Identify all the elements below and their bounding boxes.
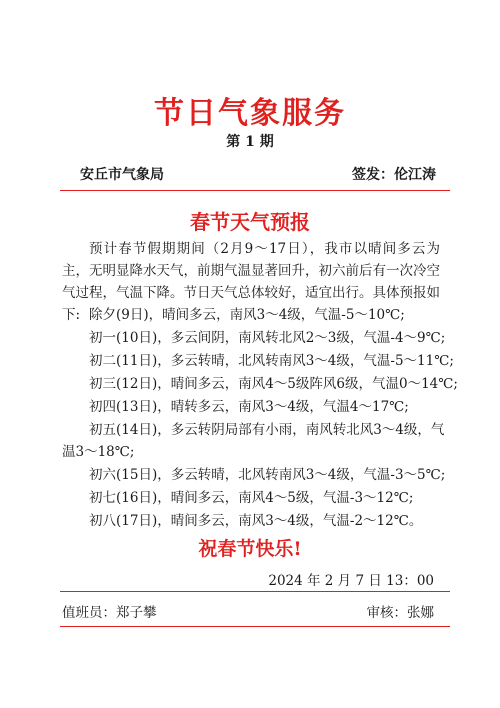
forecast-day-chuba: 初八(17日)，晴间多云，南风3～4级，气温-2～12℃。	[89, 513, 423, 529]
forecast-day-chuwu-cont: 温3～18℃;	[62, 444, 135, 460]
forecast-heading: 春节天气预报	[190, 210, 310, 234]
bulletin-title: 节日气象服务	[154, 96, 346, 131]
forecast-day-chuer: 初二(11日)，多云转晴，北风转南风3～4级，气温-5～11℃;	[89, 353, 454, 369]
issue-timestamp: 2024 年 2 月 7 日 13：00	[268, 573, 434, 589]
header-divider	[60, 190, 450, 191]
forecast-day-chusi: 初四(13日)，晴转多云，南风3～4级，气温4～17℃;	[89, 399, 409, 415]
signer: 签发：伦江涛	[352, 167, 436, 183]
forecast-day-chuyi: 初一(10日)，多云间阴，南风转北风2～3级，气温-4～9℃;	[89, 330, 446, 346]
forecast-day-chusan: 初三(12日)，晴间多云，南风4～5级阵风6级，气温0～14℃;	[89, 376, 458, 392]
forecast-day-chuwu: 初五(14日)，多云转阴局部有小雨，南风转北风3～4级，气	[89, 422, 445, 438]
forecast-day-chuxi: 除夕(9日)，晴间多云，南风3～4级，气温-5～10℃;	[89, 307, 405, 323]
footer-divider-bottom	[60, 626, 450, 627]
duty-officer: 值班员：郑子攀	[62, 605, 157, 621]
issue-number: 第 1 期	[226, 134, 274, 150]
footer-divider-top	[60, 591, 450, 592]
reviewer: 审核：张娜	[366, 605, 434, 621]
forecast-day-chuliu: 初六(15日)，多云转晴，北风转南风3～4级，气温-3～5℃;	[89, 467, 446, 483]
forecast-day-chuqi: 初七(16日)，晴间多云，南风4～5级，气温-3～12℃;	[89, 490, 414, 506]
forecast-intro: 预计春节假期期间（2月9～17日），我市以晴间多云为主，无明显降水天气，前期气温显著回升，初六前后有一次冷空气过程，气温下降。节日天气总体较好，适宜出行。具体预报如下:	[62, 241, 440, 323]
greeting: 祝春节快乐!	[198, 538, 302, 560]
agency-name: 安丘市气象局	[80, 167, 164, 183]
